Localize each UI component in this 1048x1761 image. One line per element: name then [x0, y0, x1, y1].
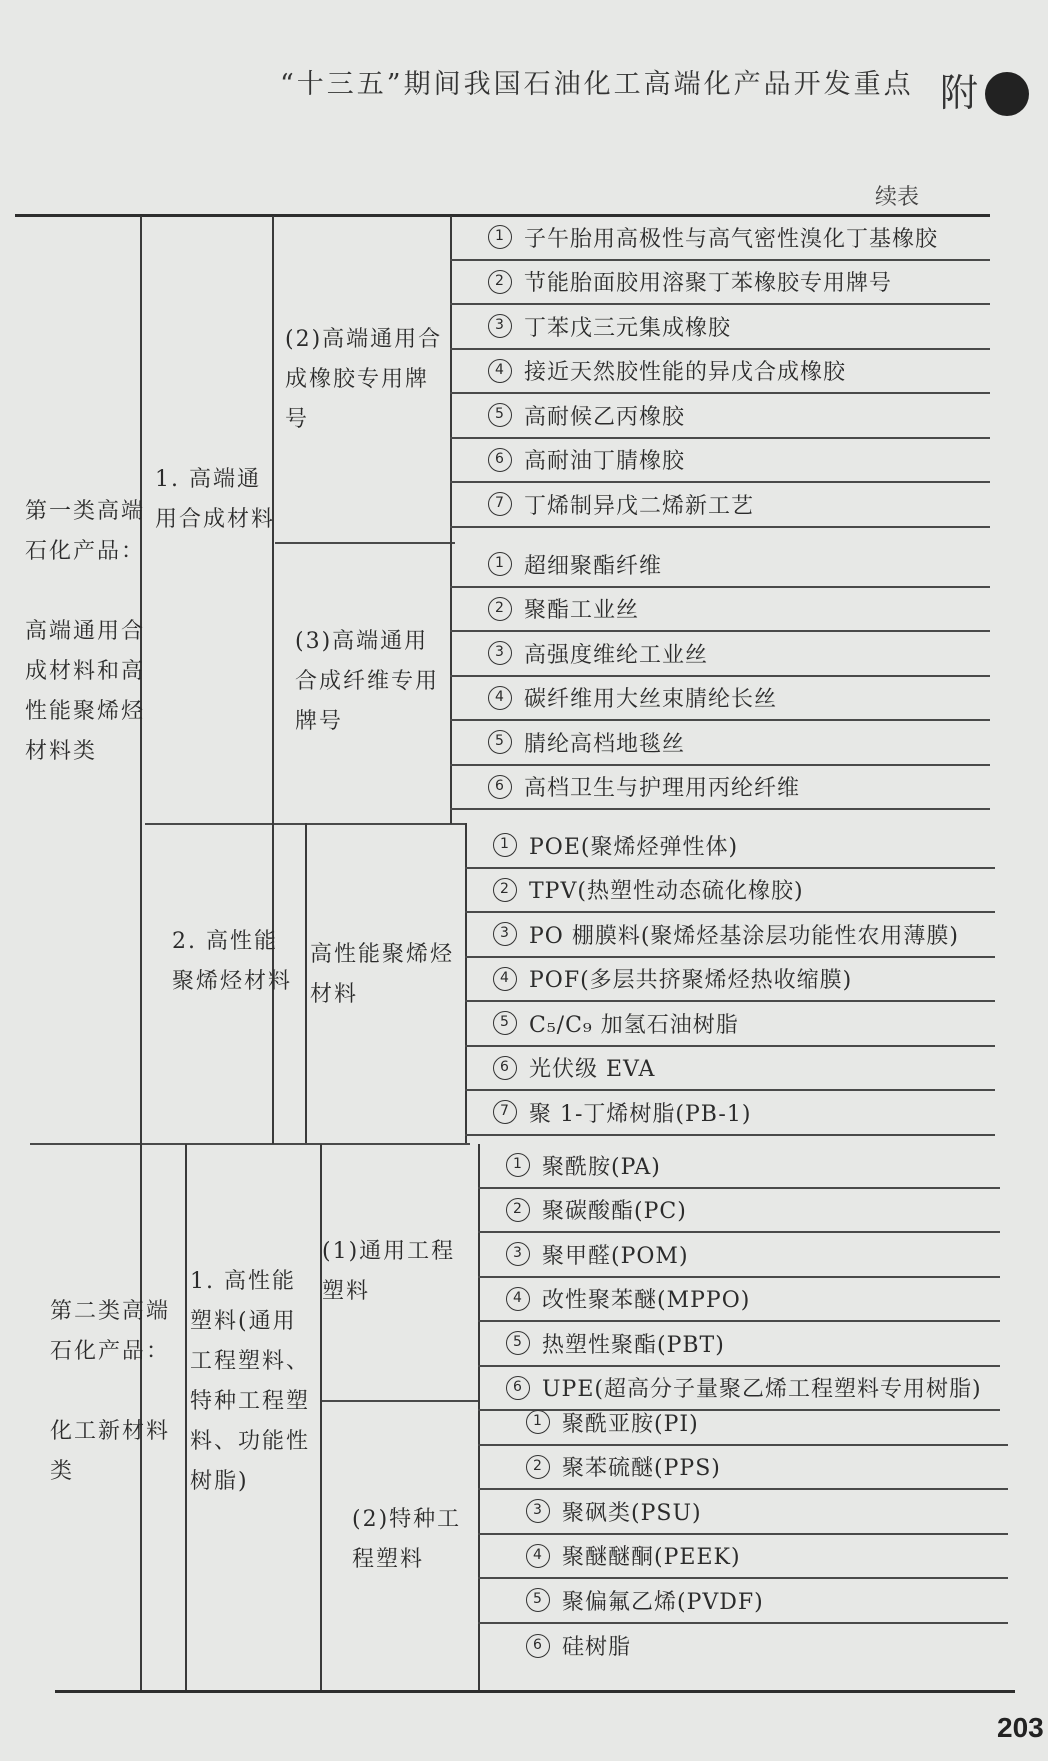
list-item [450, 588, 990, 633]
item-text: 碳纤维用大丝束腈纶长丝 [524, 687, 778, 713]
circled-number: 7 [493, 1100, 517, 1124]
page-number: 203 [997, 1712, 1044, 1743]
continued-table-label: 续表 [875, 185, 920, 210]
list-item [478, 1624, 1008, 1669]
item-text: 丁苯戊三元集成橡胶 [524, 315, 732, 341]
circled-number: 2 [526, 1455, 550, 1479]
list-item [465, 824, 995, 869]
circled-number: 2 [506, 1198, 530, 1222]
item-text: 聚 1-丁烯树脂(PB-1) [529, 1101, 752, 1127]
table-bottom-rule [55, 1690, 1015, 1693]
item-text: 子午胎用高极性与高气密性溴化丁基橡胶 [524, 226, 939, 252]
list-item [465, 1047, 995, 1092]
item-text: 节能胎面胶用溶聚丁苯橡胶专用牌号 [524, 271, 893, 297]
subgroup-label: (3)高端通用合成纤维专用牌号 [295, 629, 440, 734]
item-list [450, 543, 990, 810]
section-tab-marker [985, 72, 1029, 116]
list-item [450, 261, 990, 306]
circled-number: 4 [488, 686, 512, 710]
circled-number: 4 [488, 359, 512, 383]
circled-number: 2 [488, 597, 512, 621]
item-text: 改性聚苯醚(MPPO) [542, 1288, 751, 1314]
list-item [450, 216, 990, 261]
item-text: TPV(热塑性动态硫化橡胶) [529, 879, 804, 905]
group-label: 1. 高端通用合成材料 [155, 467, 276, 532]
circled-number: 6 [488, 775, 512, 799]
item-text: 丁烯制异戊二烯新工艺 [524, 493, 755, 519]
circled-number: 2 [493, 878, 517, 902]
list-item [450, 543, 990, 588]
item-text: 聚碳酸酯(PC) [542, 1199, 687, 1225]
item-text: 高耐油丁腈橡胶 [524, 449, 686, 475]
list-item [478, 1535, 1008, 1580]
list-item [478, 1189, 1000, 1234]
subgroup-label: (2)特种工程塑料 [352, 1507, 462, 1572]
circled-number: 5 [526, 1588, 550, 1612]
item-text: UPE(超高分子量聚乙烯工程塑料专用树脂) [542, 1377, 982, 1403]
item-text: PO 棚膜料(聚烯烃基涂层功能性农用薄膜) [529, 923, 959, 949]
item-text: POF(多层共挤聚烯烃热收缩膜) [529, 968, 853, 994]
list-item [478, 1144, 1000, 1189]
circled-number: 4 [526, 1544, 550, 1568]
circled-number: 6 [488, 448, 512, 472]
list-item [450, 632, 990, 677]
circled-number: 6 [506, 1376, 530, 1400]
item-text: 超细聚酯纤维 [524, 553, 663, 579]
item-text: 聚醚醚酮(PEEK) [562, 1545, 741, 1571]
circled-number: 3 [488, 641, 512, 665]
item-text: 光伏级 EVA [529, 1057, 656, 1083]
list-item [450, 350, 990, 395]
list-item [478, 1490, 1008, 1535]
circled-number: 3 [488, 314, 512, 338]
circled-number: 5 [488, 730, 512, 754]
circled-number: 7 [488, 492, 512, 516]
list-item [450, 721, 990, 766]
list-item [450, 677, 990, 722]
item-text: 聚酰胺(PA) [542, 1154, 661, 1180]
running-title: “十三五”期间我国石油化工高端化产品开发重点 [280, 69, 914, 100]
item-text: 腈纶高档地毯丝 [524, 731, 686, 757]
item-text: 聚偏氟乙烯(PVDF) [562, 1589, 764, 1615]
item-text: 聚砜类(PSU) [562, 1500, 702, 1526]
list-item [478, 1233, 1000, 1278]
subgroup-divider [275, 542, 455, 544]
circled-number: 6 [493, 1056, 517, 1080]
item-text: 聚酯工业丝 [524, 598, 640, 624]
circled-number: 5 [488, 403, 512, 427]
list-item [465, 1002, 995, 1047]
item-list [478, 1401, 1008, 1668]
list-item [465, 1091, 995, 1136]
item-text: C₅/C₉ 加氢石油树脂 [529, 1012, 739, 1038]
circled-number: 1 [493, 833, 517, 857]
item-text: 热塑性聚酯(PBT) [542, 1332, 725, 1358]
subgroup-label: 高性能聚烯烃材料 [310, 942, 455, 1007]
circled-number: 1 [488, 552, 512, 576]
circled-number: 5 [506, 1331, 530, 1355]
list-item [465, 958, 995, 1003]
list-item [450, 483, 990, 528]
category-divider [30, 1143, 470, 1145]
circled-number: 6 [526, 1634, 550, 1658]
list-item [478, 1446, 1008, 1491]
item-text: 高强度维纶工业丝 [524, 642, 709, 668]
list-item [478, 1278, 1000, 1323]
list-item [465, 913, 995, 958]
item-text: 聚酰亚胺(PI) [562, 1411, 699, 1437]
section-tab-label: 附 [940, 71, 979, 115]
subgroup-divider [320, 1400, 480, 1402]
group-label: 1. 高性能塑料(通用工程塑料、特种工程塑料、功能性树脂) [190, 1269, 311, 1494]
item-text: 接近天然胶性能的异戊合成橡胶 [524, 360, 847, 386]
list-item [478, 1401, 1008, 1446]
circled-number: 3 [526, 1499, 550, 1523]
column-line [272, 216, 274, 1144]
group-label: 2. 高性能聚烯烃材料 [172, 929, 293, 994]
list-item [450, 766, 990, 811]
item-text: 高耐候乙丙橡胶 [524, 404, 686, 430]
column-line [320, 1144, 322, 1690]
circled-number: 3 [493, 922, 517, 946]
circled-number: 1 [526, 1410, 550, 1434]
item-text: 聚苯硫醚(PPS) [562, 1456, 721, 1482]
circled-number: 1 [506, 1153, 530, 1177]
item-text: 聚甲醛(POM) [542, 1243, 689, 1269]
item-list [478, 1144, 1000, 1411]
list-item [450, 439, 990, 484]
column-line [185, 1144, 187, 1690]
circled-number: 1 [488, 225, 512, 249]
list-item [450, 305, 990, 350]
list-item [478, 1579, 1008, 1624]
subgroup-label: (1)通用工程塑料 [322, 1239, 456, 1304]
circled-number: 4 [493, 967, 517, 991]
circled-number: 4 [506, 1287, 530, 1311]
list-item [478, 1322, 1000, 1367]
item-text: 高档卫生与护理用丙纶纤维 [524, 776, 801, 802]
item-list [450, 216, 990, 528]
item-list [465, 824, 995, 1136]
circled-number: 5 [493, 1011, 517, 1035]
list-item [450, 394, 990, 439]
column-line [305, 823, 307, 1143]
subgroup-label: (2)高端通用合成橡胶专用牌号 [285, 327, 443, 432]
circled-number: 3 [506, 1242, 530, 1266]
list-item [465, 869, 995, 914]
item-text: 硅树脂 [562, 1635, 632, 1661]
category-label: 第二类高端石化产品： 化工新材料类 [50, 1299, 171, 1484]
category-label: 第一类高端石化产品： 高端通用合成材料和高性能聚烯烃材料类 [25, 499, 146, 764]
item-text: POE(聚烯烃弹性体) [529, 834, 739, 860]
circled-number: 2 [488, 270, 512, 294]
